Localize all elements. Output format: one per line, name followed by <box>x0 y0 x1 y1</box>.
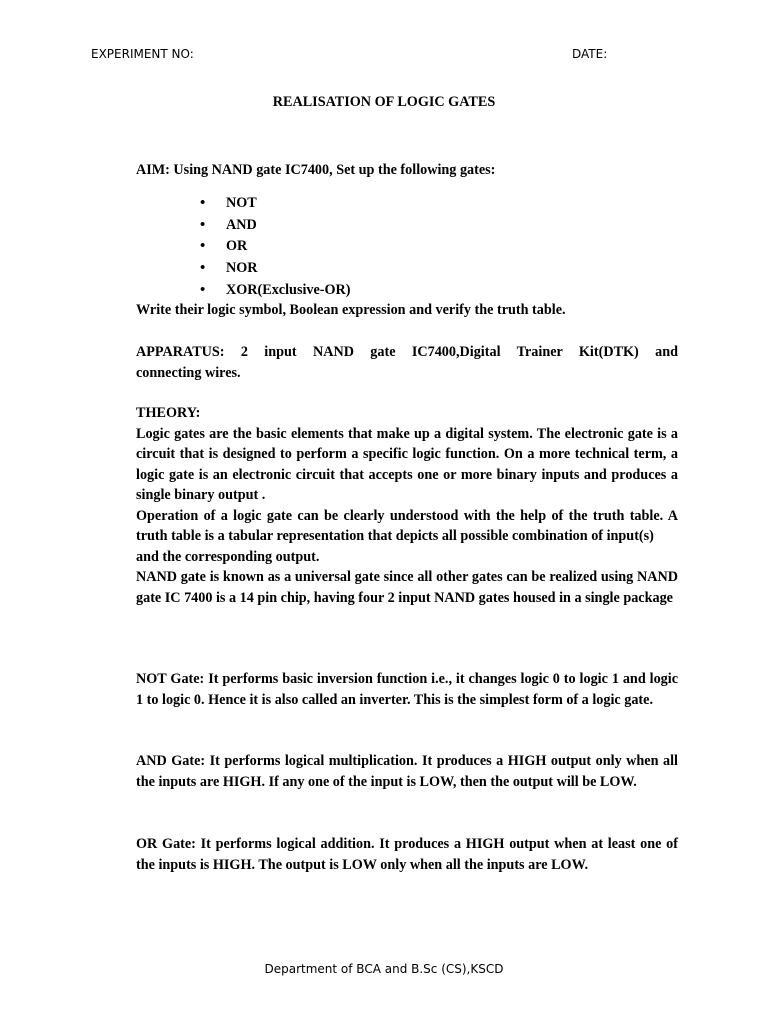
apparatus-line: connecting wires. <box>136 364 241 381</box>
list-item: • NOT <box>200 193 351 215</box>
theory-paragraph: NAND gate is known as a universal gate since all other gates can be realized using NAND gate IC 7400 is a 14 pin chip, having four 2 input NAND gates housed in a single package <box>136 569 678 606</box>
or-gate-description: OR Gate: It performs logical addition. It produces a HIGH output when at least one of the inputs is HIGH. The output is LOW only when all the inputs are LOW. <box>136 836 678 873</box>
apparatus-line: APPARATUS: 2 input NAND gate IC7400,Digital Trainer Kit(DTK) and <box>136 344 678 360</box>
list-item: • XOR(Exclusive-OR) <box>200 280 351 302</box>
theory-section <box>136 403 678 608</box>
and-gate-description: AND Gate: It performs logical multiplication. It produces a HIGH output only when all the inputs are HIGH. If any one of the input is LOW, then the output will be LOW. <box>136 753 678 790</box>
list-item: • NOR <box>200 258 351 280</box>
apparatus-section <box>136 342 678 383</box>
gate-list <box>200 193 351 302</box>
theory-paragraph: Logic gates are the basic elements that make up a digital system. The electronic gate is a circuit that is designed to perform a specific logic function. On a more technical term, a logic gate is an electronic circuit that accepts one or more binary inputs and produces a single binary output . <box>136 425 678 503</box>
list-item: • OR <box>200 236 351 258</box>
theory-paragraph: and the corresponding output. <box>136 548 320 565</box>
theory-heading: THEORY: <box>136 405 201 421</box>
theory-paragraph: Operation of a logic gate can be clearly understood with the help of the truth table. A truth table is a tabular representation that depicts all possible combination of input(s) <box>136 507 678 544</box>
aim-statement: AIM: Using NAND gate IC7400, Set up the following gates: <box>136 162 496 178</box>
page-footer: Department of BCA and B.Sc (CS),KSCD <box>264 962 504 976</box>
experiment-number-label: EXPERIMENT NO: <box>91 47 194 61</box>
not-gate-description: NOT Gate: It performs basic inversion function i.e., it changes logic 0 to logic 1 and logic 1 to logic 0. Hence it is also called an inverter. This is the simplest form of a logic gate. <box>136 671 678 708</box>
date-label: DATE: <box>572 47 608 61</box>
page-title: REALISATION OF LOGIC GATES <box>272 94 496 110</box>
list-item: • AND <box>200 215 351 237</box>
aim-instruction: Write their logic symbol, Boolean expression and verify the truth table. <box>136 302 566 318</box>
